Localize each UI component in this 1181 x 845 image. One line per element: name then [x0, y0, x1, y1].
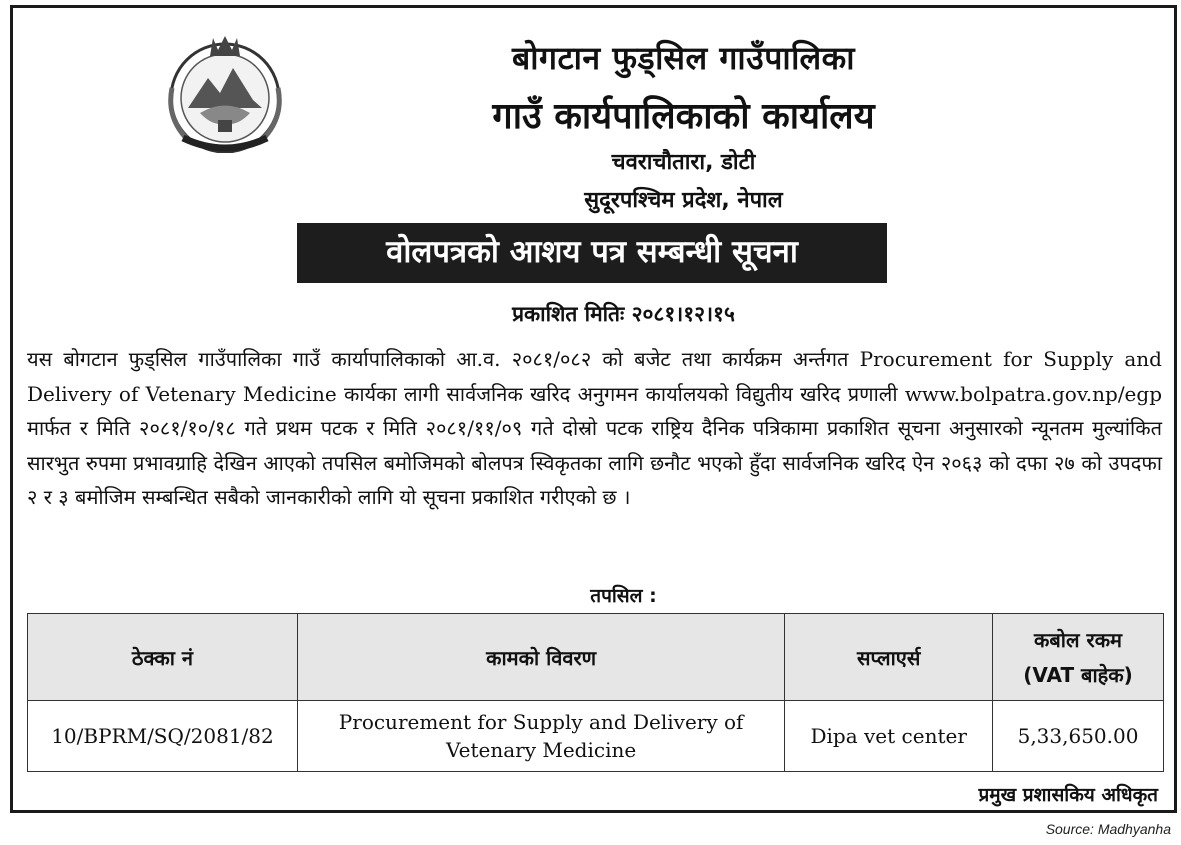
cell-description-line1: Procurement for Supply and Delivery of [338, 710, 744, 734]
source-credit: Source: Madhyanha [1045, 821, 1171, 837]
header-contract-no: ठेक्का नं [28, 614, 298, 701]
published-date: प्रकाशित मितिः २०८१।१२।१५ [512, 302, 735, 326]
cell-supplier: Dipa vet center [785, 701, 993, 772]
header-description: कामको विवरण [297, 614, 784, 701]
province-country: सुदूरपश्चिम प्रदेश, नेपाल [584, 188, 783, 213]
municipality-name: बोगटान फुड्सिल गाउँपालिका [511, 39, 856, 77]
header-supplier: सप्लाएर्स [785, 614, 993, 701]
table-header-row [28, 614, 1164, 701]
notice-body: यस बोगटान फुड्सिल गाउँपालिका गाउँ कार्यापालिकाको आ.व. २०८१/०८२ को बजेट तथा कार्यक्रम अर्न्तगत Procurement for Supply and Delivery of Vetenary Medicine कार्यका लागी सार्वजनिक खरिद अनुगमन कार्यालयको विद्युतीय खरिद प्रणाली www.bolpatra.gov.np/egp मार्फत र मिति २०८१/१०/१८ गते प्रथम पटक र मिति २०८१/११/०९ गते दोस्रो पटक राष्ट्रिय दैनिक पत्रिकामा प्रकाशित सूचना अनुसारको न्यूनतम मुल्यांकित सारभुत रुपमा प्रभावग्राहि देखिन आएको तपसिल बमोजिमको बोलपत्र स्विकृतका लागि छनौट भएको हुँदा सार्वजनिक खरिद ऐन २०६३ को दफा २७ को उपदफा २ र ३ बमोजिम सम्बन्धित सबैको जानकारीको लागि यो सूचना प्रकाशित गरीएको छ । [27, 347, 1162, 509]
table-row [28, 701, 1164, 772]
notice-frame [10, 5, 1177, 813]
office-name: गाउँ कार्यपालिकाको कार्यालय [492, 96, 875, 137]
notice-title-banner: वोलपत्रको आशय पत्र सम्बन्धी सूचना [297, 223, 887, 283]
header-amount [993, 614, 1164, 701]
signatory-title: प्रमुख प्रशासकिय अधिकृत [978, 784, 1158, 806]
cell-amount: 5,33,650.00 [993, 701, 1164, 772]
cell-description-line2: Vetenary Medicine [446, 738, 637, 762]
header-amount-line2: (VAT बाहेक) [1023, 663, 1133, 687]
header-amount-line1: कबोल रकम [1034, 628, 1123, 652]
details-label: तपसिल : [590, 585, 657, 607]
office-location: चवराचौतारा, डोटी [611, 150, 756, 175]
details-table [27, 613, 1164, 772]
cell-description [297, 701, 784, 772]
cell-contract-no: 10/BPRM/SQ/2081/82 [28, 701, 298, 772]
